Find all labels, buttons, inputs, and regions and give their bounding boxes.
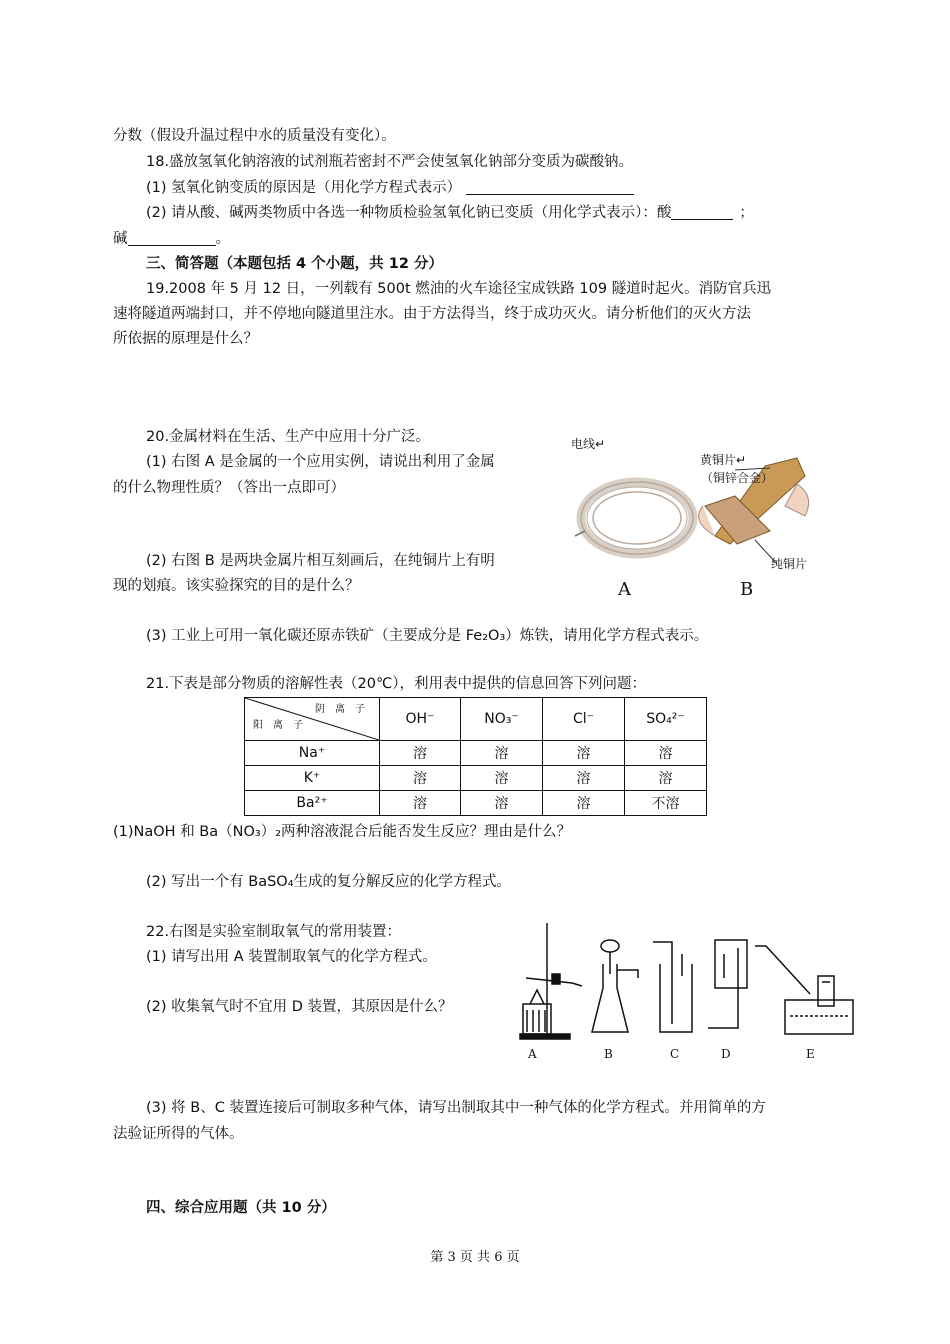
brass-alloy-label: （铜锌合金）	[701, 471, 774, 485]
q18-2-semicolon: ；	[739, 205, 754, 221]
cell: 溶	[461, 741, 543, 766]
q18-2-base-label: 碱	[113, 231, 128, 247]
header-no3: NO₃⁻	[461, 698, 543, 741]
anion-label: 阴 离 子	[315, 704, 365, 715]
apparatus-d-icon	[708, 940, 747, 1028]
table-row	[245, 741, 707, 766]
solubility-table	[244, 697, 707, 816]
table-corner-cell	[245, 698, 380, 741]
question-19-line-2: 速将隧道两端封口，并不停地向隧道里注水。由于方法得当，终于成功灭火。请分析他们的灭火方法	[113, 306, 751, 322]
cell: 不溶	[625, 791, 707, 816]
answer-blank[interactable]	[466, 178, 634, 195]
question-18-part-2-cont	[113, 227, 230, 251]
cell: 溶	[461, 766, 543, 791]
question-20-part-3: (3) 工业上可用一氧化碳还原赤铁矿（主要成分是 Fe₂O₃）炼铁，请用化学方程式表示。	[146, 628, 709, 644]
header-cl: Cl⁻	[543, 698, 625, 741]
figure-wire-and-metal-plates	[565, 436, 825, 606]
apparatus-label-c: C	[670, 1047, 680, 1061]
question-22: 22.右图是实验室制取氧气的常用装置：	[146, 924, 402, 940]
question-21: 21.下表是部分物质的溶解性表（20℃），利用表中提供的信息回答下列问题：	[146, 676, 647, 692]
cell: 溶	[543, 791, 625, 816]
question-20-part-2b: 现的划痕。该实验探究的目的是什么？	[113, 578, 360, 594]
section-3-heading: 三、简答题（本题包括 4 个小题，共 12 分）	[146, 256, 443, 272]
header-so4: SO₄²⁻	[625, 698, 707, 741]
question-20: 20.金属材料在生活、生产中应用十分广泛。	[146, 429, 431, 445]
wire-coil-icon	[575, 482, 693, 554]
q18-2-text: (2) 请从酸、碱两类物质中各选一种物质检验氢氧化钠已变质（用化学式表示）：酸	[146, 205, 672, 221]
q18-2-period: 。	[215, 231, 230, 247]
answer-blank-base[interactable]	[128, 229, 216, 246]
question-22-part-3b: 法验证所得的气体。	[113, 1126, 244, 1142]
cell: 溶	[380, 766, 461, 791]
row-ion: K⁺	[245, 766, 380, 791]
cation-label: 阳 离 子	[253, 720, 303, 731]
q18-1-text: (1) 氢氧化钠变质的原因是（用化学方程式表示）	[146, 180, 462, 196]
answer-blank-acid[interactable]	[671, 203, 733, 220]
question-22-part-2: (2) 收集氧气时不宜用 D 装置，其原因是什么？	[146, 999, 453, 1015]
cell: 溶	[625, 766, 707, 791]
question-20-part-1b: 的什么物理性质？（答出一点即可）	[113, 480, 345, 496]
question-18: 18.盛放氢氧化钠溶液的试剂瓶若密封不严会使氢氧化钠部分变质为碳酸钠。	[146, 154, 634, 170]
apparatus-e-icon	[755, 946, 853, 1034]
page-footer: 第 3 页 共 6 页	[430, 1250, 520, 1265]
table-row	[245, 766, 707, 791]
apparatus-label-a: A	[528, 1047, 537, 1061]
question-22-part-1: (1) 请写出用 A 装置制取氧气的化学方程式。	[146, 949, 437, 965]
question-21-part-1: (1)NaOH 和 Ba（NO₃）₂两种溶液混合后能否发生反应？理由是什么？	[113, 824, 572, 840]
figure-label-b: B	[740, 579, 754, 600]
question-18-part-2	[146, 201, 754, 225]
cell: 溶	[380, 741, 461, 766]
apparatus-label-d: D	[721, 1047, 731, 1061]
oxygen-apparatus-figure	[510, 918, 860, 1068]
cell: 溶	[543, 741, 625, 766]
row-ion: Na⁺	[245, 741, 380, 766]
question-20-part-1a: (1) 右图 A 是金属的一个应用实例，请说出利用了金属	[146, 454, 495, 470]
question-19-line-3: 所依据的原理是什么？	[113, 331, 258, 347]
question-19-line-1: 19.2008 年 5 月 12 日，一列载有 500t 燃油的火车途径宝成铁路 109 隧道时起火。消防官兵迅	[146, 281, 772, 297]
cell: 溶	[625, 741, 707, 766]
header-oh: OH⁻	[380, 698, 461, 741]
figure-drawing	[565, 436, 825, 606]
cell: 溶	[461, 791, 543, 816]
question-21-part-2: (2) 写出一个有 BaSO₄生成的复分解反应的化学方程式。	[146, 874, 512, 890]
wire-label: 电线↵	[571, 437, 606, 451]
apparatus-b-icon	[592, 940, 638, 1032]
cell: 溶	[380, 791, 461, 816]
copper-label: 纯铜片	[771, 557, 808, 571]
cell: 溶	[543, 766, 625, 791]
section-4-heading: 四、综合应用题（共 10 分）	[146, 1200, 336, 1216]
apparatus-c-icon	[653, 942, 692, 1032]
question-18-part-1	[146, 176, 634, 200]
table-row	[245, 791, 707, 816]
question-20-part-2a: (2) 右图 B 是两块金属片相互刻画后，在纯铜片上有明	[146, 553, 495, 569]
apparatus-label-b: B	[604, 1047, 613, 1061]
apparatus-label-e: E	[806, 1047, 815, 1061]
continuation-line: 分数（假设升温过程中水的质量没有变化）。	[113, 128, 396, 144]
figure-label-a: A	[618, 579, 631, 600]
question-22-part-3a: (3) 将 B、C 装置连接后可制取多种气体，请写出制取其中一种气体的化学方程式。并用简单的方	[146, 1100, 766, 1116]
row-ion: Ba²⁺	[245, 791, 380, 816]
apparatus-a-icon	[520, 923, 582, 1039]
brass-label: 黄铜片↵	[700, 453, 747, 467]
